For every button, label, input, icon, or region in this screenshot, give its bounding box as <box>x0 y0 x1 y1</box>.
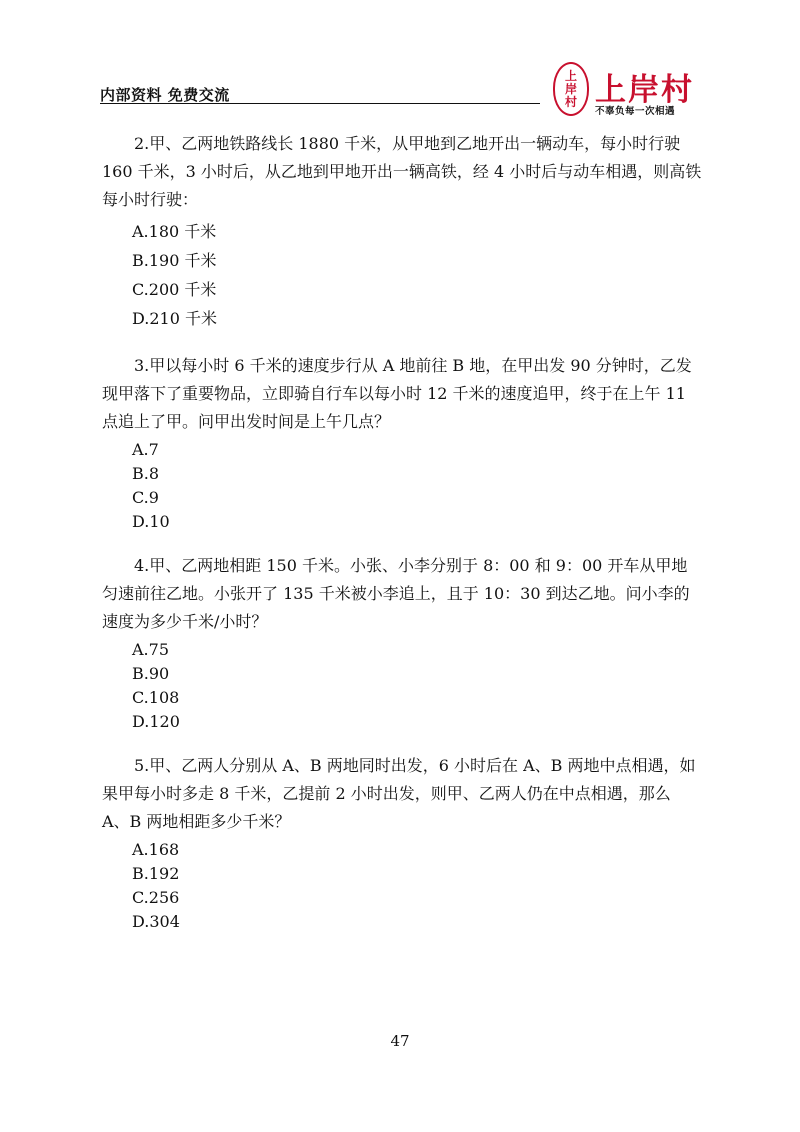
question-stem: 4.甲、乙两地相距 150 千米。小张、小李分别于 8：00 和 9：00 开车从甲地匀速前往乙地。小张开了 135 千米被小李追上，且于 10：30 到达乙地。问小李的速度为多少千米/小时？ <box>102 556 690 631</box>
option-d: D.10 <box>132 512 170 531</box>
question-2 <box>102 130 702 333</box>
option-list <box>102 217 702 333</box>
header-rule <box>100 103 540 104</box>
question-stem: 2.甲、乙两地铁路线长 1880 千米，从甲地到乙地开出一辆动车，每小时行驶 160 千米，3 小时后，从乙地到甲地开出一辆高铁，经 4 小时后与动车相遇，则高铁每小时行驶： <box>102 134 702 209</box>
header-label: 内部资料 免费交流 <box>100 86 230 104</box>
option-d: D.120 <box>132 712 180 731</box>
question-5 <box>102 752 702 934</box>
seal-char: 岸 <box>564 81 577 96</box>
option-b: B.192 <box>132 864 180 883</box>
seal-char: 村 <box>564 94 577 109</box>
logo-slogan: 不辜负每一次相遇 <box>595 106 676 117</box>
question-stem: 3.甲以每小时 6 千米的速度步行从 A 地前往 B 地，在甲出发 90 分钟时，乙发现甲落下了重要物品，立即骑自行车以每小时 12 千米的速度追甲，终于在上午 11 点追上了甲。问甲出发时间是上午几点？ <box>102 356 692 431</box>
option-d: D.304 <box>132 912 180 931</box>
seal-char: 上 <box>564 68 577 83</box>
option-c: C.108 <box>132 688 180 707</box>
option-list <box>102 838 702 934</box>
option-a: A.180 千米 <box>132 222 217 241</box>
question-4 <box>102 552 702 734</box>
option-c: C.200 千米 <box>132 280 217 299</box>
option-list <box>102 438 702 534</box>
option-b: B.8 <box>132 464 160 483</box>
option-c: C.9 <box>132 488 159 507</box>
brand-logo <box>553 62 701 120</box>
logo-title: 上岸村 <box>595 72 694 108</box>
option-a: A.168 <box>132 840 180 859</box>
option-a: A.75 <box>132 640 169 659</box>
question-3 <box>102 352 702 534</box>
option-c: C.256 <box>132 888 180 907</box>
logo-seal <box>553 62 589 116</box>
option-b: B.190 千米 <box>132 251 217 270</box>
option-list <box>102 638 702 734</box>
option-a: A.7 <box>132 440 159 459</box>
page-number: 47 <box>390 1032 410 1050</box>
option-d: D.210 千米 <box>132 309 217 328</box>
option-b: B.90 <box>132 664 170 683</box>
question-stem: 5.甲、乙两人分别从 A、B 两地同时出发，6 小时后在 A、B 两地中点相遇，如果甲每小时多走 8 千米，乙提前 2 小时出发，则甲、乙两人仍在中点相遇，那么 A、B 两地相距多少千米？ <box>102 756 696 831</box>
